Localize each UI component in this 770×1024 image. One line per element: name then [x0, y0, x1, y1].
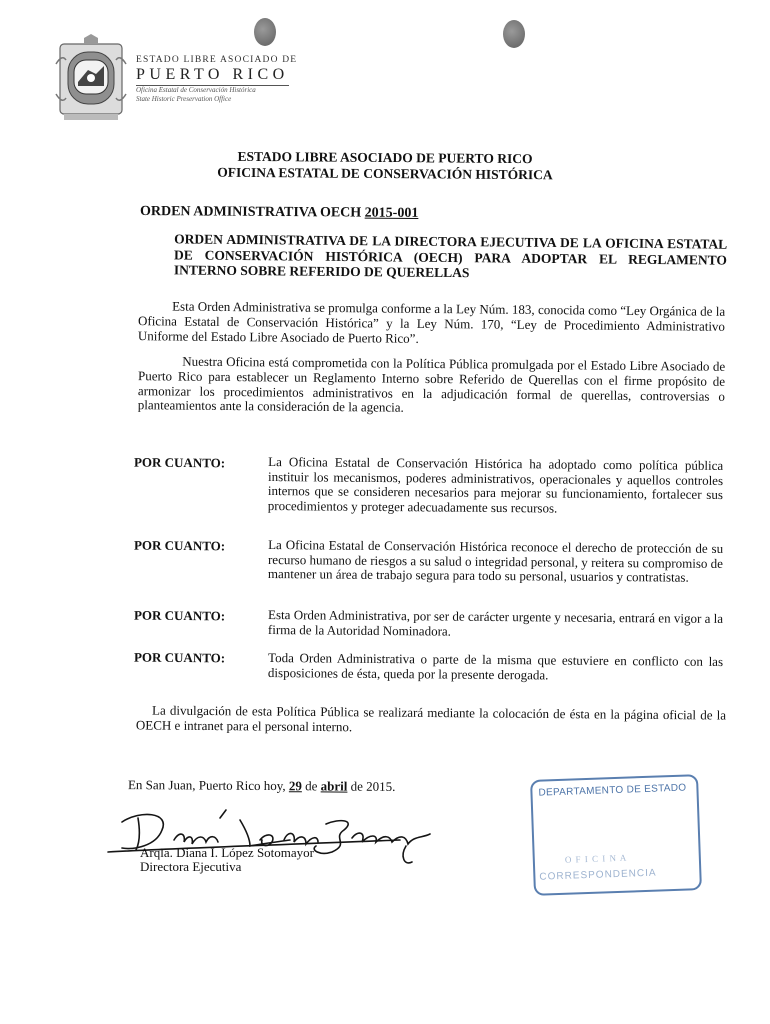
- agency-line-1: ESTADO LIBRE ASOCIADO DE: [136, 55, 298, 65]
- coat-of-arms-seal: [54, 34, 128, 126]
- punch-hole-left: [254, 18, 276, 46]
- paragraph-intro: Esta Orden Administrativa se promulga conforme a la Ley Núm. 183, conocida como “Ley Orgánica de la Oficina Estatal de Conservación Histórica” y la Ley Núm. 170, “Ley de Procedimiento Administrativo Uniforme del Estado Libre Asociado de Puerto Rico”.: [137, 298, 726, 346]
- order-heading: [140, 204, 418, 222]
- por-cuanto-text: Toda Orden Administrativa o parte de la misma que estuviere en conflicto con las disposiciones de ésta, queda por la presente derogada.: [267, 650, 724, 682]
- order-number: 2015-001: [364, 205, 419, 221]
- agency-line-2: PUERTO RICO: [136, 66, 289, 86]
- date-of-1: de: [301, 778, 321, 794]
- por-cuanto-label: POR CUANTO:: [133, 607, 226, 624]
- signatory-name: Arqla. Diana I. López Sotomayor: [140, 845, 315, 860]
- agency-letterhead: [136, 55, 336, 104]
- order-subject: ORDEN ADMINISTRATIVA DE LA DIRECTORA EJECUTIVA DE LA OFICINA ESTATAL DE CONSERVACIÓN HISTÓRICA (OECH) PARA ADOPTAR EL REGLAMENTO INTERNO SOBRE REFERIDO DE QUERELLAS: [173, 231, 728, 281]
- date-year: de 2015.: [347, 778, 396, 794]
- date-month: abril: [320, 778, 348, 794]
- agency-line-3: Oficina Estatal de Conservación Histórica: [136, 86, 256, 94]
- punch-hole-right: [503, 20, 525, 48]
- title-line-1: ESTADO LIBRE ASOCIADO DE PUERTO RICO: [237, 148, 533, 167]
- por-cuanto-label: POR CUANTO:: [133, 649, 226, 666]
- por-cuanto-label: POR CUANTO:: [133, 537, 226, 554]
- date-prefix: En San Juan, Puerto Rico hoy,: [127, 777, 289, 794]
- stamp-line-1: DEPARTAMENTO DE ESTADO: [538, 782, 687, 799]
- por-cuanto-text: Esta Orden Administrativa, por ser de carácter urgente y necesaria, entrará en vigor a la firma de la Autoridad Nominadora.: [267, 607, 724, 639]
- por-cuanto-text: La Oficina Estatal de Conservación Histórica ha adoptado como política pública instituir los mecanismos, poderes administrativos, operacionales y aquellos controles internos que se consideren necesarios para mejorar su funcionamiento, fortalecer sus procedimientos y proteger adecuadamente sus recursos.: [267, 454, 724, 516]
- paragraph-commitment: Nuestra Oficina está comprometida con la Política Pública promulgada por el Estado Libre Asociado de Puerto Rico para establecer un Reglamento Interno sobre Referido de Querellas con el firme propósito de armonizar los procedimientos administrativos en la adjudicación formal de querellas, controversias o planteamientos ante la consideración de la agencia.: [137, 353, 726, 416]
- stamp-line-4: CORRESPONDENCIA: [539, 867, 657, 883]
- title-line-2: OFICINA ESTATAL DE CONSERVACIÓN HISTÓRICA: [217, 164, 553, 183]
- stamp-line-3: O F I C I N A: [564, 852, 628, 865]
- received-stamp: [530, 774, 702, 896]
- por-cuanto-label: POR CUANTO:: [133, 454, 226, 471]
- paragraph-closing: La divulgación de esta Política Pública se realizará mediante la colocación de ésta en la página oficial de la OECH e intranet para el personal interno.: [135, 702, 727, 735]
- agency-line-4: State Historic Preservation Office: [136, 95, 232, 103]
- signatory-role: Directora Ejecutiva: [140, 859, 242, 874]
- por-cuanto-text: La Oficina Estatal de Conservación Histórica reconoce el derecho de protección de su recurso humano de riesgos a su salud o integridad personal, y reitera su compromiso de mantener un área de trabajo segura para todo su personal, usuarios y contratistas.: [267, 537, 724, 585]
- signatory-block: [140, 846, 314, 874]
- date-day: 29: [288, 778, 302, 794]
- order-label: ORDEN ADMINISTRATIVA OECH: [139, 204, 365, 221]
